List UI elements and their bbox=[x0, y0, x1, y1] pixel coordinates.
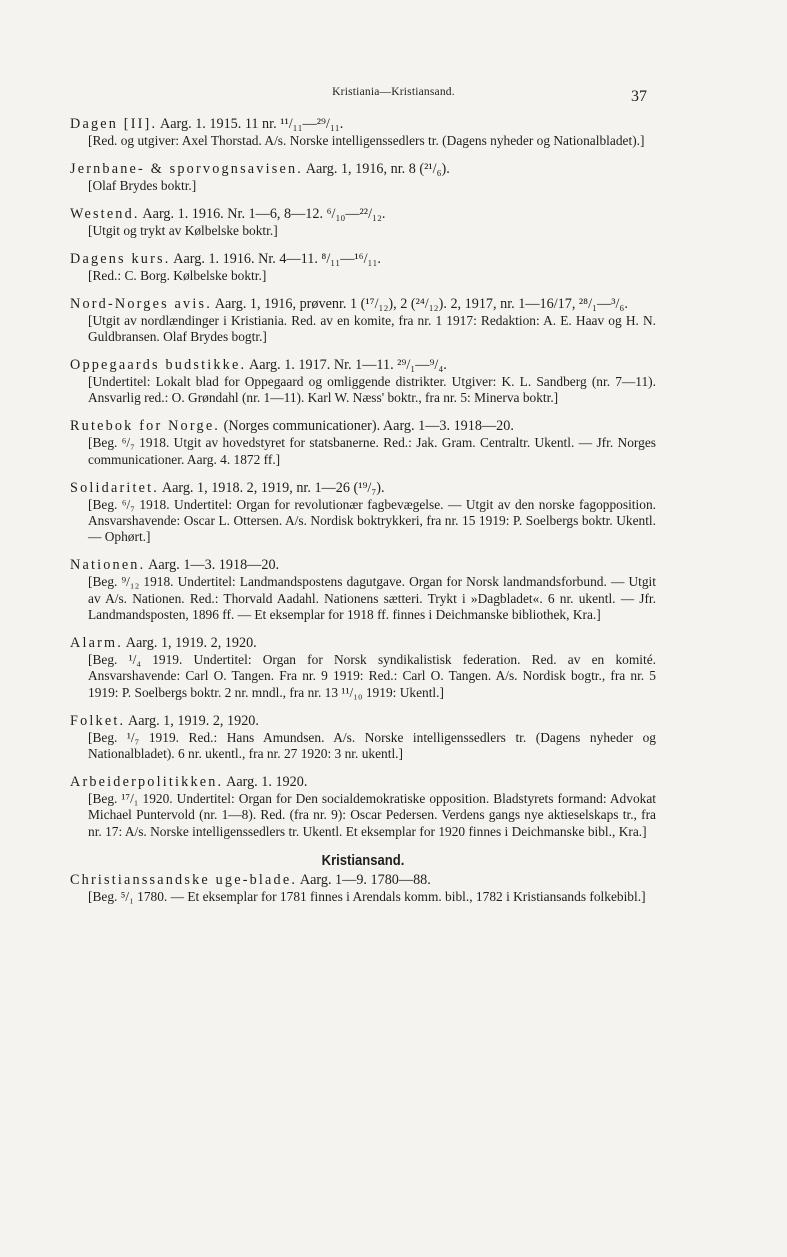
entry-title: Arbeiderpolitikken. bbox=[70, 774, 224, 791]
entry-details: Aarg. 1, 1918. 2, 1919, nr. 1—26 (¹⁹/₇). bbox=[161, 479, 385, 496]
section-heading: Kristiansand. bbox=[321, 852, 405, 869]
entry-title: Dagen [II]. bbox=[70, 116, 158, 132]
entry-note: [Utgit av nordlændinger i Kristiania. Red. av en komite, fra nr. 1 1917: Redaktion: A. E. Haav og H. N. Guldbransen. Olaf Brydes bogtr.] bbox=[88, 312, 656, 345]
catalog-entry-rutebok bbox=[70, 418, 656, 468]
entry-note: [Red.: C. Borg. Kølbelske boktr.] bbox=[88, 267, 267, 283]
catalog-entry-oppegaards-budstikke bbox=[70, 357, 656, 407]
catalog-entry-nord-norges-avis bbox=[70, 296, 656, 346]
catalog-entry-jernbane bbox=[70, 161, 656, 194]
catalog-entry-alarm bbox=[70, 635, 656, 701]
entry-details: Aarg. 1, 1916, prøvenr. 1 (¹⁷/₁₂), 2 (²⁴/₁₂). 2, 1917, nr. 1—16/17, ²⁸/₁—³/₆. bbox=[214, 295, 628, 312]
entry-details: Aarg. 1. 1916. Nr. 4—11. ⁸/₁₁—¹⁶/₁₁. bbox=[173, 250, 381, 267]
catalog-entry-arbeiderpolitikken bbox=[70, 774, 656, 840]
entry-note: [Undertitel: Lokalt blad for Oppegaard og omliggende distrikter. Utgiver: K. L. Sandberg (nr. 7—11). Ansvarlig red.: O. Grøndahl (nr. 1—11). Karl W. Næss' boktr., fra nr. 5: Minerva boktr.] bbox=[88, 373, 656, 406]
entry-title: Rutebok for Norge. bbox=[70, 418, 221, 435]
entry-title: Solidaritet. bbox=[70, 479, 160, 496]
entry-title: Christianssandske uge-blade. bbox=[70, 871, 298, 888]
entry-details: (Norges communicationer). Aarg. 1—3. 1918—20. bbox=[223, 418, 514, 435]
entry-title: Oppegaards budstikke. bbox=[70, 356, 247, 373]
entry-details: Aarg. 1, 1916, nr. 8 (²¹/₆). bbox=[305, 160, 450, 177]
catalog-entry-folket bbox=[70, 713, 656, 763]
entry-title: Dagens kurs. bbox=[70, 250, 171, 267]
catalog-entry-nationen bbox=[70, 557, 656, 623]
entry-title: Westend. bbox=[70, 205, 140, 222]
entry-details: Aarg. 1, 1919. 2, 1920. bbox=[125, 635, 257, 651]
entry-details: Aarg. 1—3. 1918—20. bbox=[148, 557, 280, 574]
catalog-entry-solidaritet bbox=[70, 480, 656, 546]
entry-title: Nationen. bbox=[70, 557, 146, 574]
entry-note: [Beg. ¹/₄ 1919. Undertitel: Organ for Norsk syndikalistisk federation. Red. av en komité. Ansvarshavende: Carl O. Tangen. Fra nr. 9 1919: Red.: Carl O. Tangen. A/s. Nordisk bogtr., fra nr. 5 1919: P. Soelbergs boktr. 2 nr. mndl., fra nr. 13 ¹¹/₁₀ 1919: Ukentl.] bbox=[88, 652, 656, 700]
entry-details: Aarg. 1, 1919. 2, 1920. bbox=[127, 712, 259, 729]
entry-title: Alarm. bbox=[70, 635, 123, 651]
entry-note: [Beg. ⁵/₁ 1780. — Et eksemplar for 1781 finnes i Arendals komm. bibl., 1782 i Kristiansands folkebibl.] bbox=[88, 888, 646, 904]
catalog-entry-dagen bbox=[70, 116, 656, 149]
page-content bbox=[70, 116, 656, 917]
entry-note: [Beg. ¹/₇ 1919. Red.: Hans Amundsen. A/s. Norske intelligenssedlers tr. (Dagens nyheder og Nationalbladet). 6 nr. ukentl., fra nr. 27 1920: 3 nr. ukentl.] bbox=[88, 729, 656, 762]
entry-details: Aarg. 1. 1920. bbox=[226, 774, 308, 791]
entry-note: [Beg. ⁹/₁₂ 1918. Undertitel: Landmandspostens dagutgave. Organ for Norsk landmandsforbund. — Utgit av A/s. Nationen. Red.: Thorvald Aadahl. Nationens sætteri. Trykt i »Dagbladet«. 6 nr. ukentl. — Jfr. Landmandsposten, 1896 ff. — Et eksemplar for 1918 ff. finnes i Deichmanske bibliothek, Kra.] bbox=[88, 574, 656, 623]
entry-note: [Beg. ⁶/₇ 1918. Undertitel: Organ for revolutionær fagbevægelse. — Utgit av den norske fagopposition. Ansvarshavende: Oscar L. Ottersen. A/s. Nordisk boktrykkeri, fra nr. 15 1919: P. Soelbergs boktr. Ukentl. — Ophørt.] bbox=[88, 496, 656, 545]
entry-details: Aarg. 1. 1915. 11 nr. ¹¹/₁₁—²⁹/₁₁. bbox=[160, 116, 344, 132]
catalog-entry-dagens-kurs bbox=[70, 251, 656, 284]
catalog-entry-westend bbox=[70, 206, 656, 239]
entry-details: Aarg. 1—9. 1780—88. bbox=[299, 871, 431, 888]
entry-details: Aarg. 1. 1917. Nr. 1—11. ²⁹/₁—⁹/₄. bbox=[249, 356, 447, 373]
entry-details: Aarg. 1. 1916. Nr. 1—6, 8—12. ⁶/₁₀—²²/₁₂. bbox=[142, 205, 386, 222]
entry-note: [Utgit og trykt av Kølbelske boktr.] bbox=[88, 222, 278, 238]
running-title: Kristiania—Kristiansand. bbox=[332, 86, 455, 98]
entry-title: Nord-Norges avis. bbox=[70, 295, 212, 312]
entry-note: [Olaf Brydes boktr.] bbox=[88, 177, 197, 193]
entry-note: [Beg. ⁶/₇ 1918. Utgit av hovedstyret for statsbanerne. Red.: Jak. Gram. Centraltr. Ukentl. — Jfr. Norges communicationer. Aarg. 4. 1872 ff.] bbox=[88, 435, 656, 467]
catalog-entry-christianssandske-uge-blade bbox=[70, 872, 656, 905]
entry-note: [Red. og utgiver: Axel Thorstad. A/s. Norske intelligenssedlers tr. (Dagens nyheder og Nationalbladet).] bbox=[88, 133, 645, 148]
entry-note: [Beg. ¹⁷/₁ 1920. Undertitel: Organ for Den socialdemokratiske opposition. Bladstyrets formand: Advokat Michael Puntervold (nr. 1—8). Red. (fra nr. 9): Oscar Pedersen. Verdens gangs nye aktieselskaps tr., fra nr. 17: A/s. Norske intelligenssedlers tr. Ukentl. Et eksemplar for 1920 finnes i Deichmanske bibl., Kra.] bbox=[88, 791, 656, 839]
entry-title: Jernbane- & sporvognsavisen. bbox=[70, 160, 303, 177]
entry-title: Folket. bbox=[70, 712, 126, 729]
page-number: 37 bbox=[631, 88, 647, 105]
